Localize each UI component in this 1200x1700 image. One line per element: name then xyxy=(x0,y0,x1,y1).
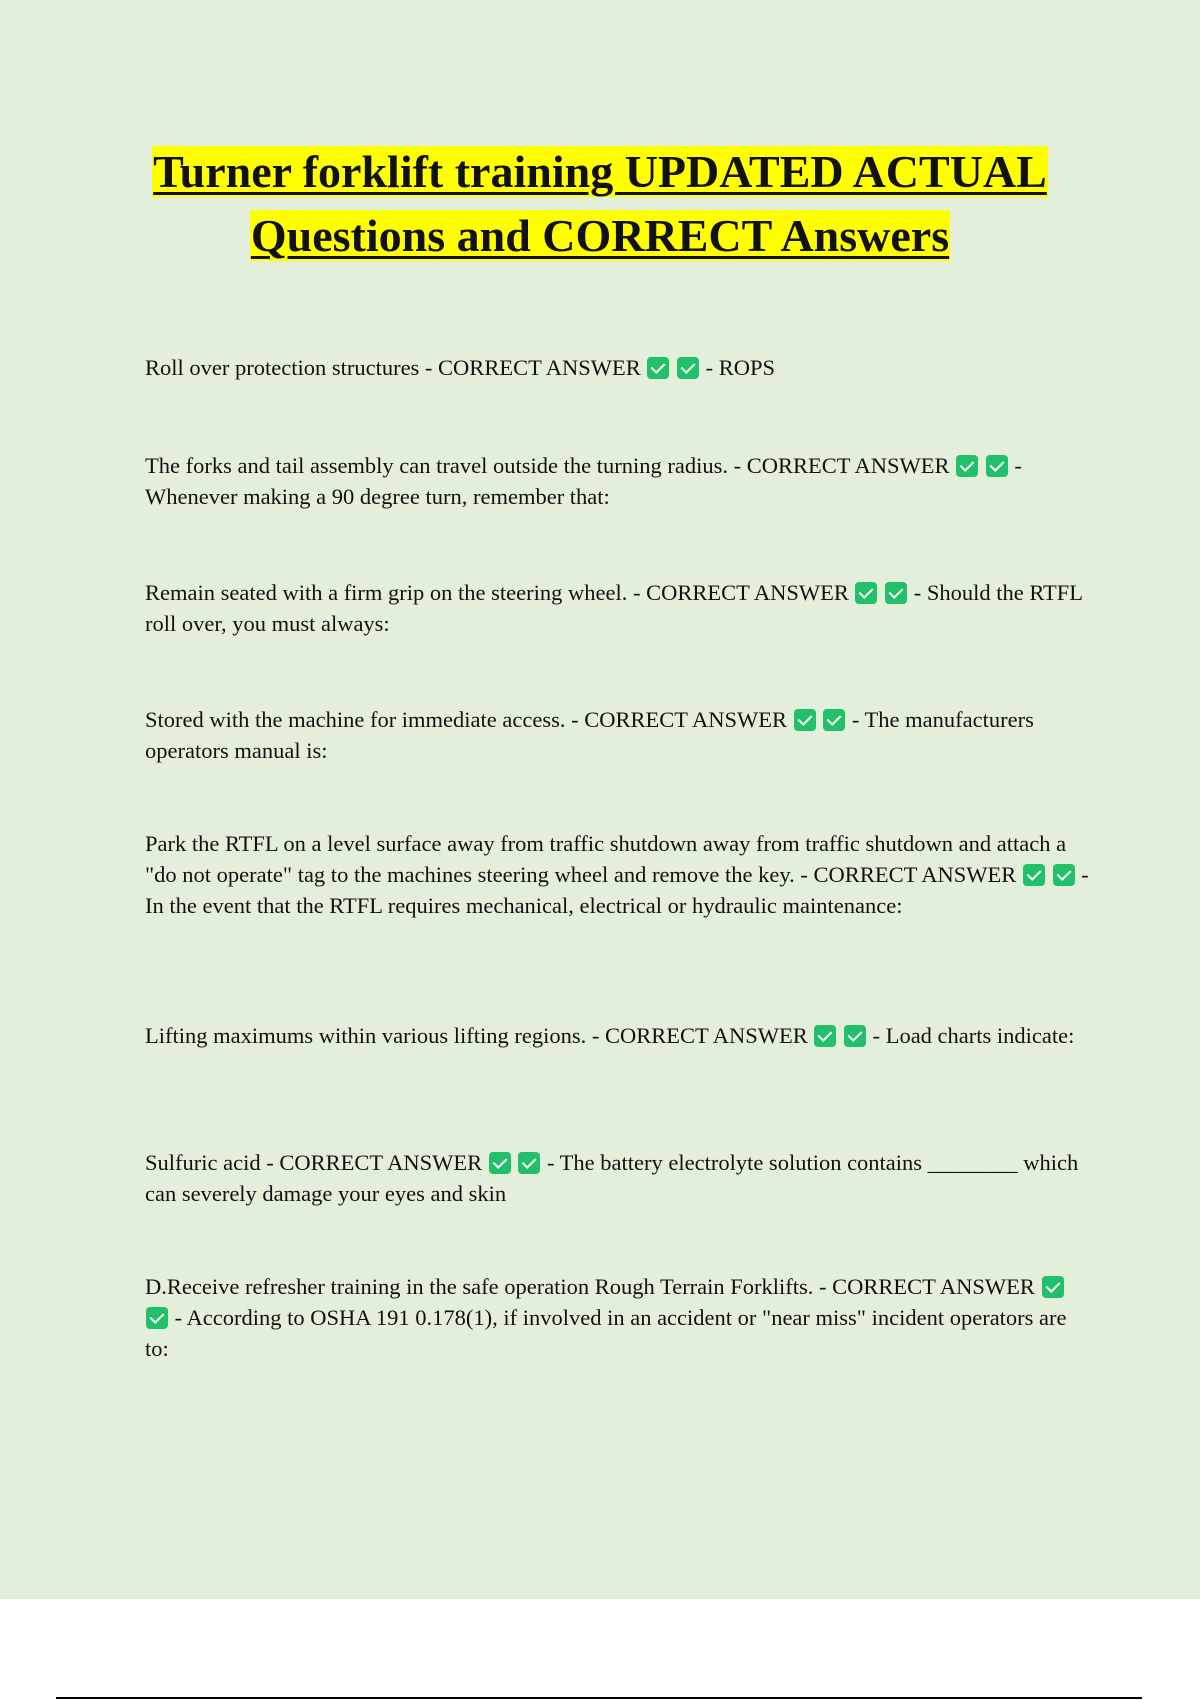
document-title xyxy=(150,140,1050,268)
check-box-icon xyxy=(794,709,816,731)
qa-question: - The manufacturers operators manual is: xyxy=(145,707,1034,763)
check-box-icon xyxy=(1053,864,1075,886)
qa-question: - In the event that the RTFL requires mechanical, electrical or hydraulic maintenance: xyxy=(145,862,1089,918)
qa-item xyxy=(145,828,1090,921)
check-box-icon xyxy=(956,455,978,477)
check-box-icon xyxy=(489,1152,511,1174)
qa-question: - According to OSHA 191 0.178(1), if involved in an accident or "near miss" incident operators are to: xyxy=(145,1305,1067,1361)
check-box-icon xyxy=(146,1307,168,1329)
qa-answer: The forks and tail assembly can travel outside the turning radius. - CORRECT ANSWER xyxy=(145,453,950,478)
check-box-icon xyxy=(885,582,907,604)
check-box-icon xyxy=(823,709,845,731)
check-box-icon xyxy=(1042,1276,1064,1298)
qa-answer: Lifting maximums within various lifting regions. - CORRECT ANSWER xyxy=(145,1023,808,1048)
qa-answer: D.Receive refresher training in the safe operation Rough Terrain Forklifts. - CORRECT ANSWER xyxy=(145,1274,1035,1299)
qa-answer: Sulfuric acid - CORRECT ANSWER xyxy=(145,1150,483,1175)
check-box-icon xyxy=(1023,864,1045,886)
check-box-icon xyxy=(677,357,699,379)
check-box-icon xyxy=(855,582,877,604)
qa-item xyxy=(145,450,1090,512)
qa-question: - Load charts indicate: xyxy=(872,1023,1075,1048)
check-box-icon xyxy=(814,1025,836,1047)
qa-answer: Park the RTFL on a level surface away from traffic shutdown away from traffic shutdown and attach a "do not operate" tag to the machines steering wheel and remove the key. - CORRECT ANSWER xyxy=(145,831,1067,887)
check-box-icon xyxy=(647,357,669,379)
qa-question: - Whenever making a 90 degree turn, remember that: xyxy=(145,453,1022,509)
check-box-icon xyxy=(518,1152,540,1174)
footer-divider xyxy=(56,1697,1142,1699)
qa-item xyxy=(145,352,1090,383)
document-title-text: Turner forklift training UPDATED ACTUAL Questions and CORRECT Answers xyxy=(153,146,1047,261)
check-box-icon xyxy=(844,1025,866,1047)
qa-item xyxy=(145,1271,1090,1364)
qa-question: - The battery electrolyte solution contains ________ which can severely damage your eyes and skin xyxy=(145,1150,1079,1206)
qa-item xyxy=(145,1147,1090,1209)
qa-answer: Roll over protection structures - CORRECT ANSWER xyxy=(145,355,641,380)
check-box-icon xyxy=(986,455,1008,477)
qa-answer: Remain seated with a firm grip on the steering wheel. - CORRECT ANSWER xyxy=(145,580,849,605)
qa-item xyxy=(145,577,1090,639)
qa-answer: Stored with the machine for immediate access. - CORRECT ANSWER xyxy=(145,707,787,732)
qa-item xyxy=(145,704,1090,766)
qa-question: - Should the RTFL roll over, you must always: xyxy=(145,580,1083,636)
qa-item xyxy=(145,1020,1090,1051)
qa-question: - ROPS xyxy=(705,355,776,380)
